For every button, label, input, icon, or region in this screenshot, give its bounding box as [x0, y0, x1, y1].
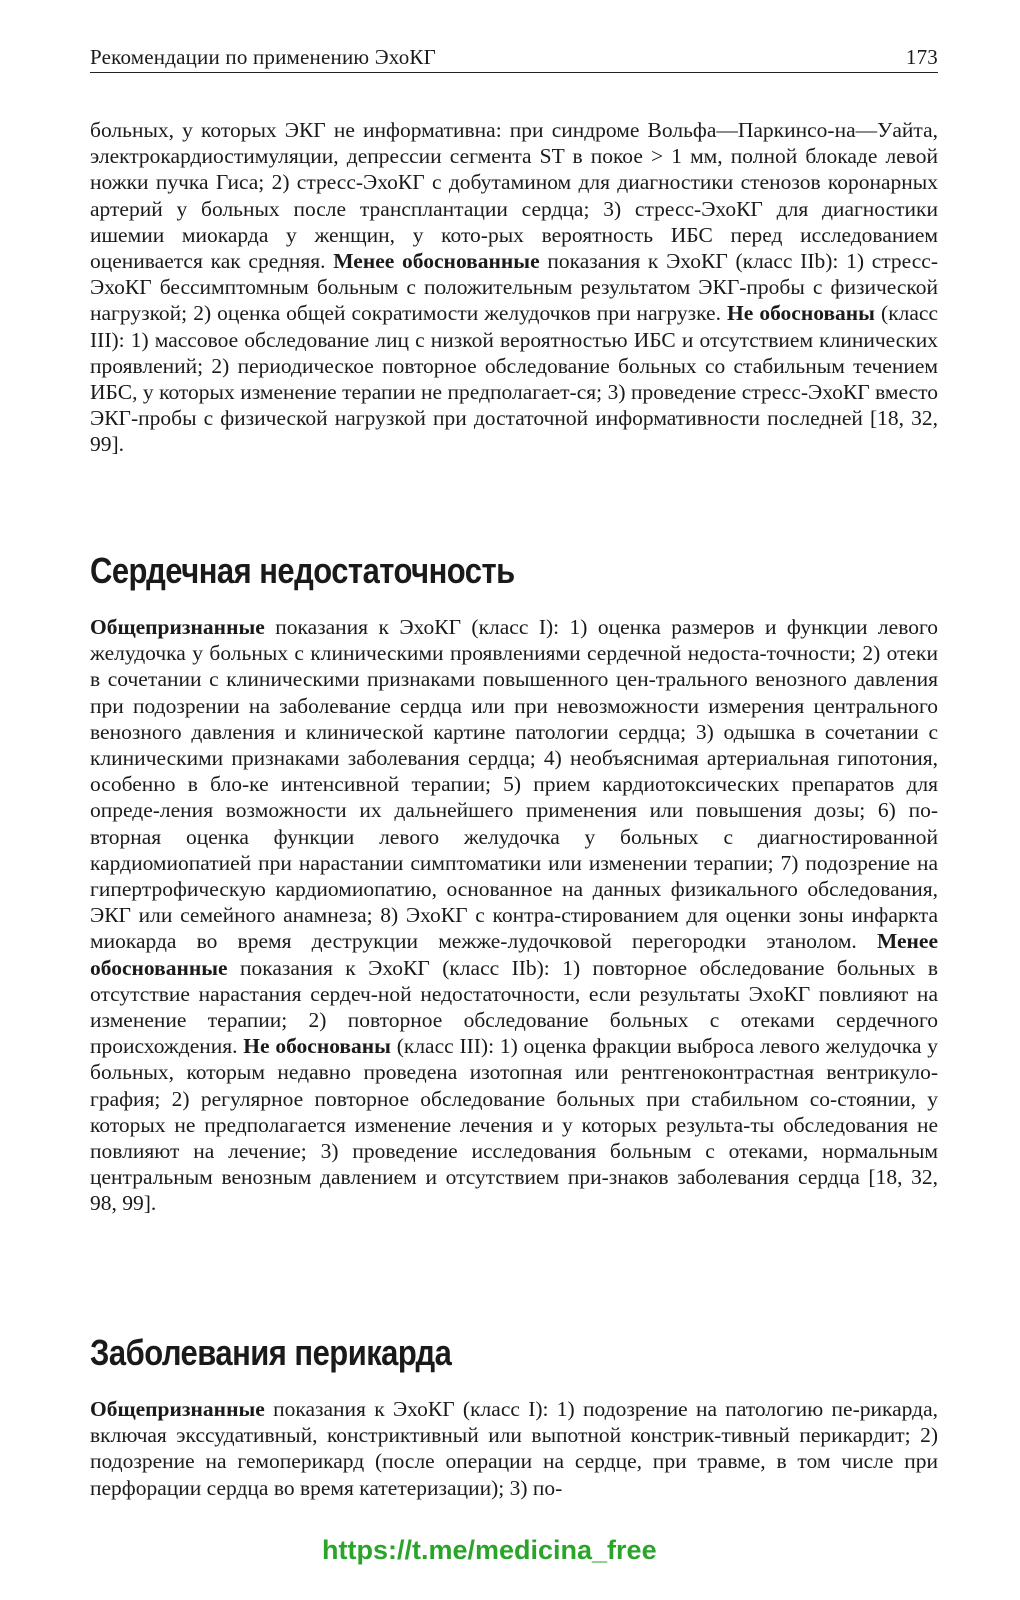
bold-term: Не обоснованы [727, 301, 875, 326]
bold-term: Менее обоснованные [90, 929, 938, 980]
text-run: (класс III): 1) оценка фракции выброса левого желудочка у больных, которым недавно проведена изотопная или рентгеноконтрастная вентрикуло-графия; 2) регулярное повторное обследование больных при стабильном со-стоянии, у которых не предполагается изменение лечения и у которых результа-ты обследования не повлияют на лечение; 3) проведение исследования больным с отеками, нормальным центральным венозным давлением и отсутствием при-знаков заболевания сердца [18, 32, 98, 99]. [90, 1034, 938, 1216]
heart-failure-paragraph [90, 614, 938, 1217]
page-number: 173 [905, 45, 938, 69]
pericardium-paragraph [90, 1396, 938, 1501]
text-run: показания к ЭхоКГ (класс IIb): 1) стресс-ЭхоКГ бессимптомным больным с положительным результатом ЭКГ-пробы с физической нагрузкой; 2) оценка общей сократимости желудочков при нагрузке. [90, 249, 938, 326]
section-heading-heart-failure: Сердечная недостаточность [90, 550, 515, 591]
bold-term: Менее обоснованные [333, 249, 540, 274]
section-heading-pericardium: Заболевания перикарда [90, 1332, 452, 1373]
text-run: показания к ЭхоКГ (класс IIb): 1) повторное обследование больных в отсутствие нарастания сердеч-ной недостаточности, если результаты ЭхоКГ повлияют на изменение терапии; 2) повторное обследование больных с отеками сердечного происхождения. [90, 955, 938, 1059]
footer-link[interactable]: https://t.me/medicina_free [322, 1535, 657, 1565]
bold-term: Общепризнанные [90, 1397, 265, 1421]
intro-paragraph [90, 117, 938, 458]
text-run: (класс III): 1) массовое обследование лиц с низкой вероятностью ИБС и отсутствием клинических проявлений; 2) периодическое повторное обследование больных со стабильным течением ИБС, у которых изменение терапии не предполагает-ся; 3) проведение стресс-ЭхоКГ вместо ЭКГ-пробы с физической нагрузкой при достаточной информативности последней [18, 32, 99]. [90, 301, 938, 457]
text-run: больных, у которых ЭКГ не информативна: при синдроме Вольфа—Паркинсо-на—Уайта, электрокардиостимуляции, депрессии сегмента ST в покое > 1 мм, полной блокаде левой ножки пучка Гиса; 2) стресс-ЭхоКГ с добутамином для диагностики стенозов коронарных артерий у больных после трансплантации сердца; 3) стресс-ЭхоКГ для диагностики ишемии миокарда у женщин, у кото-рых вероятность ИБС перед исследованием оценивается как средняя. [90, 118, 938, 274]
running-head-title: Рекомендации по применению ЭхоКГ [90, 45, 436, 69]
text-run: показания к ЭхоКГ (класс I): 1) подозрение на патологию пе-рикарда, включая экссудативный, констриктивный или выпотной констрик-тивный перикардит; 2) подозрение на гемоперикард (после операции на сердце, при травме, в том числе при перфорации сердца во время катетеризации); 3) по- [90, 1397, 938, 1500]
running-head [90, 42, 938, 73]
text-run: показания к ЭхоКГ (класс I): 1) оценка размеров и функции левого желудочка у больных с клиническими проявлениями сердечной недоста-точности; 2) отеки в сочетании с клиническими признаками повышенного цен-трального венозного давления при подозрении на заболевание сердца или при невозможности измерения центрального венозного давления и клинической картине патологии сердца; 3) одышка в сочетании с клиническими признаками заболевания сердца; 4) необъяснимая артериальная гипотония, особенно в бло-ке интенсивной терапии; 5) прием кардиотоксических препаратов для опреде-ления возможности их дальнейшего применения или повышения дозы; 6) по-вторная оценка функции левого желудочка у больных с диагностированной кардиомиопатией при нарастании симптоматики или изменении терапии; 7) подозрение на гипертрофическую кардиомиопатию, основанное на данных физикального обследования, ЭКГ или семейного анамнеза; 8) ЭхоКГ с контра-стированием для оценки зоны инфаркта миокарда во время деструкции межже-лудочковой перегородки этанолом. [90, 615, 938, 954]
bold-term: Не обоснованы [243, 1034, 391, 1059]
bold-term: Общепризнанные [90, 615, 265, 639]
